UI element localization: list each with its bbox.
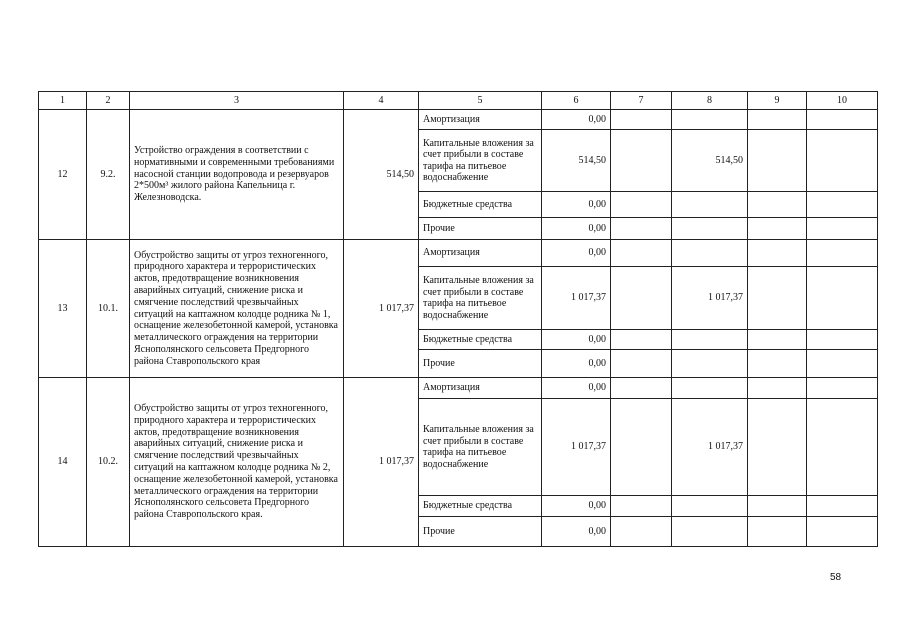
source-name: Бюджетные средства xyxy=(419,330,542,350)
cell-col7 xyxy=(611,267,672,330)
source-name: Амортизация xyxy=(419,110,542,130)
cell-col9 xyxy=(748,130,807,192)
cell-col10 xyxy=(807,399,878,496)
cell-col7 xyxy=(611,130,672,192)
cell-col6: 0,00 xyxy=(542,350,611,378)
cell-col7 xyxy=(611,496,672,517)
page-number: 58 xyxy=(830,572,842,583)
row-code: 10.2. xyxy=(87,378,130,547)
cell-col10 xyxy=(807,218,878,240)
cell-col9 xyxy=(748,517,807,547)
cell-col8: 1 017,37 xyxy=(672,399,748,496)
cell-col10 xyxy=(807,267,878,330)
source-name: Амортизация xyxy=(419,378,542,399)
cell-col8 xyxy=(672,218,748,240)
source-name: Прочие xyxy=(419,218,542,240)
row-description: Устройство ограждения в соответствии с нормативными и современными требованиями насосной станции водопровода и резервуаров 2*500м³ жилого района Капельница г. Железноводска. xyxy=(130,110,344,240)
row-total: 514,50 xyxy=(344,110,419,240)
header-cell: 8 xyxy=(672,92,748,110)
cell-col8 xyxy=(672,192,748,218)
source-name: Капитальные вложения за счет прибыли в составе тарифа на питьевое водоснабжение xyxy=(419,130,542,192)
cell-col7 xyxy=(611,330,672,350)
cell-col9 xyxy=(748,192,807,218)
cell-col10 xyxy=(807,378,878,399)
row-description: Обустройство защиты от угроз техногенного, природного характера и террористических актов, предотвращение возникновения аварийных ситуаций, снижение риска и смягчение последствий чрезвычайных ситуаций на каптажном колодце родника № 2, оснащение железобетонной камерой, установка металлического ограждения на территории Яснополянского сельсовета Предгорного района Ставропольского края. xyxy=(130,378,344,547)
source-name: Бюджетные средства xyxy=(419,192,542,218)
investment-table xyxy=(38,91,878,547)
header-cell: 3 xyxy=(130,92,344,110)
cell-col6: 0,00 xyxy=(542,517,611,547)
cell-col10 xyxy=(807,330,878,350)
cell-col10 xyxy=(807,496,878,517)
cell-col8: 1 017,37 xyxy=(672,267,748,330)
cell-col7 xyxy=(611,240,672,267)
row-total: 1 017,37 xyxy=(344,240,419,378)
source-name: Прочие xyxy=(419,517,542,547)
cell-col7 xyxy=(611,350,672,378)
cell-col6: 0,00 xyxy=(542,378,611,399)
header-cell: 6 xyxy=(542,92,611,110)
cell-col8 xyxy=(672,378,748,399)
cell-col7 xyxy=(611,218,672,240)
cell-col6: 0,00 xyxy=(542,192,611,218)
row-code: 10.1. xyxy=(87,240,130,378)
table-row xyxy=(39,240,878,267)
cell-col8 xyxy=(672,517,748,547)
cell-col10 xyxy=(807,350,878,378)
header-cell: 9 xyxy=(748,92,807,110)
cell-col10 xyxy=(807,130,878,192)
cell-col6: 1 017,37 xyxy=(542,267,611,330)
cell-col6: 0,00 xyxy=(542,496,611,517)
cell-col9 xyxy=(748,330,807,350)
row-number: 14 xyxy=(39,378,87,547)
row-number: 13 xyxy=(39,240,87,378)
header-cell: 7 xyxy=(611,92,672,110)
cell-col9 xyxy=(748,110,807,130)
source-name: Капитальные вложения за счет прибыли в составе тарифа на питьевое водоснабжение xyxy=(419,399,542,496)
table-header-row xyxy=(39,92,878,110)
cell-col9 xyxy=(748,350,807,378)
row-description: Обустройство защиты от угроз техногенного, природного характера и террористических актов, предотвращение возникновения аварийных ситуаций, снижение риска и смягчение последствий чрезвычайных ситуаций на каптажном колодце родника № 1, оснащение железобетонной камерой, установка металлического ограждения на территории Яснополянского сельсовета Предгорного района Ставропольского края xyxy=(130,240,344,378)
cell-col8 xyxy=(672,330,748,350)
cell-col7 xyxy=(611,399,672,496)
cell-col6: 0,00 xyxy=(542,240,611,267)
cell-col10 xyxy=(807,110,878,130)
cell-col8 xyxy=(672,350,748,378)
source-name: Бюджетные средства xyxy=(419,496,542,517)
cell-col7 xyxy=(611,378,672,399)
cell-col6: 0,00 xyxy=(542,110,611,130)
cell-col6: 1 017,37 xyxy=(542,399,611,496)
cell-col9 xyxy=(748,218,807,240)
cell-col10 xyxy=(807,517,878,547)
header-cell: 4 xyxy=(344,92,419,110)
cell-col8 xyxy=(672,496,748,517)
header-cell: 10 xyxy=(807,92,878,110)
cell-col9 xyxy=(748,496,807,517)
row-total: 1 017,37 xyxy=(344,378,419,547)
cell-col8 xyxy=(672,240,748,267)
cell-col7 xyxy=(611,110,672,130)
source-name: Капитальные вложения за счет прибыли в составе тарифа на питьевое водоснабжение xyxy=(419,267,542,330)
cell-col10 xyxy=(807,240,878,267)
cell-col7 xyxy=(611,517,672,547)
cell-col9 xyxy=(748,378,807,399)
source-name: Амортизация xyxy=(419,240,542,267)
cell-col7 xyxy=(611,192,672,218)
table-row xyxy=(39,378,878,399)
cell-col6: 0,00 xyxy=(542,218,611,240)
cell-col9 xyxy=(748,240,807,267)
row-code: 9.2. xyxy=(87,110,130,240)
cell-col6: 0,00 xyxy=(542,330,611,350)
header-cell: 1 xyxy=(39,92,87,110)
row-number: 12 xyxy=(39,110,87,240)
cell-col8 xyxy=(672,110,748,130)
source-name: Прочие xyxy=(419,350,542,378)
cell-col10 xyxy=(807,192,878,218)
header-cell: 2 xyxy=(87,92,130,110)
cell-col9 xyxy=(748,267,807,330)
table-row xyxy=(39,110,878,130)
cell-col6: 514,50 xyxy=(542,130,611,192)
cell-col8: 514,50 xyxy=(672,130,748,192)
cell-col9 xyxy=(748,399,807,496)
header-cell: 5 xyxy=(419,92,542,110)
